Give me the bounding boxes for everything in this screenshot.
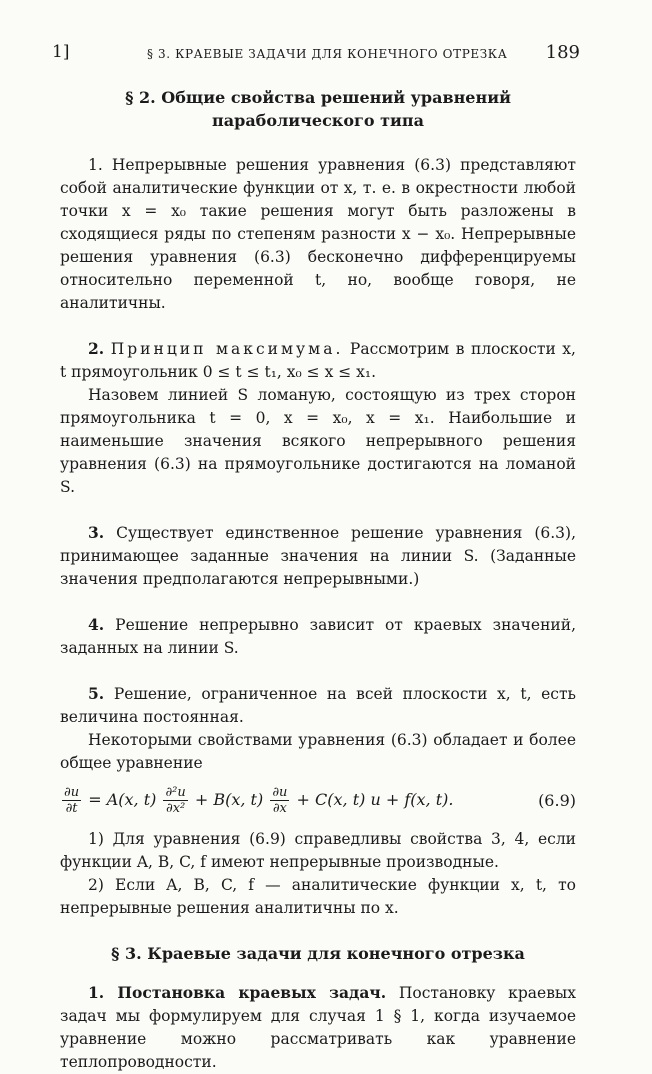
paragraph-6: Некоторыми свойствами уравнения (6.3) обладает и более общее уравнение — [60, 731, 576, 772]
paragraph-4-number: 4. — [88, 615, 105, 634]
paragraph-3-number: 3. — [88, 523, 105, 542]
paragraph-5-number: 5. — [88, 684, 105, 703]
equation-term-a: = A(x, t) — [88, 790, 157, 809]
paragraph-2-number: 2. — [88, 339, 105, 358]
paragraph-5-text: Решение, ограниченное на всей плоскости x, t, есть величина постоянная. — [60, 685, 576, 726]
equation-number: (6.9) — [538, 791, 576, 810]
fraction-du-dx — [270, 785, 289, 816]
section-2-title-line2: параболического типа — [212, 111, 424, 130]
section-3-paragraph-1 — [60, 981, 576, 1074]
equation-body — [60, 785, 453, 816]
fraction-d2u-dx2 — [163, 785, 187, 816]
section-3-paragraph-1-title: 1. Постановка краевых задач. — [88, 983, 387, 1002]
section-2-title-line1: § 2. Общие свойства решений уравнений — [125, 88, 511, 107]
paragraph-1-text: Непрерывные решения уравнения (6.3) представляют собой аналитические функции от x, т. е. в окрестности любой точки x = x₀ такие решения могут быть разложены в сходящиеся ряды по степеням разности x − x₀. Непрерывные решения уравнения (6.3) бесконечно дифференцируемы относительно переменной t, но, вообще говоря, не аналитичны. — [60, 156, 576, 312]
frac-num: ∂u — [272, 785, 288, 800]
header-title: § 3. КРАЕВЫЕ ЗАДАЧИ ДЛЯ КОНЕЧНОГО ОТРЕЗКА — [147, 47, 508, 61]
equation-6-9 — [60, 785, 576, 816]
section-3-paragraph-1-text: Постановку краевых задач мы формулируем для случая 1 § 1, когда изучаемое уравнение можно рассматривать как уравнение теплопроводности. — [60, 984, 576, 1071]
frac-den: ∂x — [272, 801, 287, 816]
frac-num: ∂²u — [165, 785, 186, 800]
paragraph-2b: Назовем линией S ломаную, состоящую из трех сторон прямоугольника t = 0, x = x₀, x = x₁. Наибольшие и наименьшие значения всякого непрерывного решения уравнения (6.3) на прямоугольнике достигаются на ломаной S. — [60, 386, 576, 496]
paragraph-2 — [60, 337, 576, 384]
page-number: 189 — [545, 42, 580, 63]
paragraph-2-text: Рассмотрим в плоскости x, t прямоугольник 0 ≤ t ≤ t₁, x₀ ≤ x ≤ x₁. — [60, 340, 576, 381]
paragraph-2-spaced-title: Принцип максимума. — [110, 340, 344, 358]
section-3-heading: § 3. Краевые задачи для конечного отрезка — [111, 944, 525, 963]
note-1: 1) Для уравнения (6.9) справедливы свойства 3, 4, если функции A, B, C, f имеют непрерывные производные. — [60, 830, 576, 871]
paragraph-3-text: Существует единственное решение уравнения (6.3), принимающее заданные значения на линии S. (Заданные значения предполагаются непрерывными.) — [60, 524, 576, 588]
page-body — [60, 86, 576, 1074]
paragraph-5 — [60, 682, 576, 729]
paragraph-4 — [60, 613, 576, 660]
section-2-heading — [60, 86, 576, 132]
frac-den: ∂t — [65, 801, 78, 816]
header-section-marker: 1] — [52, 42, 70, 62]
note-2: 2) Если A, B, C, f — аналитические функции x, t, то непрерывные решения аналитичны по x. — [60, 876, 576, 917]
paragraph-3 — [60, 521, 576, 591]
paragraph-1-number: 1. — [88, 156, 103, 174]
running-header — [52, 42, 580, 68]
paragraph-4-text: Решение непрерывно зависит от краевых значений, заданных на линии S. — [60, 616, 576, 657]
paragraph-1 — [60, 154, 576, 315]
frac-num: ∂u — [64, 785, 80, 800]
fraction-du-dt — [62, 785, 81, 816]
equation-term-c: + C(x, t) u + f(x, t). — [296, 790, 454, 809]
equation-term-b: + B(x, t) — [194, 790, 264, 809]
frac-den: ∂x² — [165, 801, 186, 816]
